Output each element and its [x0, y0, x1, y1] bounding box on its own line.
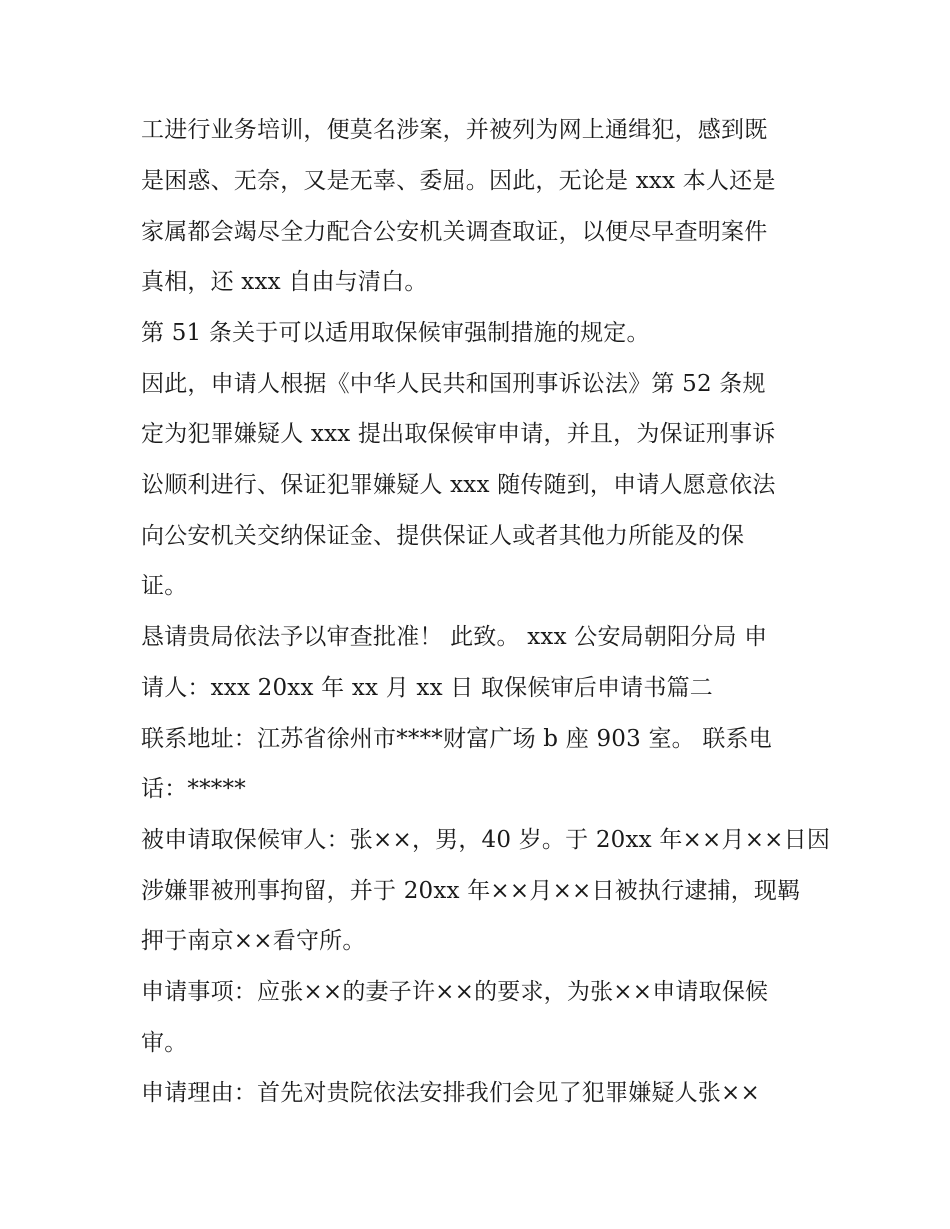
text-line: 因此，申请人根据《中华人民共和国刑事诉讼法》第 52 条规 [141, 371, 766, 397]
text-line: 定为犯罪嫌疑人 xxx 提出取保候审申请，并且，为保证刑事诉 [141, 421, 776, 447]
text-line: 家属都会竭尽全力配合公安机关调查取证，以便尽早查明案件 [141, 219, 768, 245]
text-line: 工进行业务培训，便莫名涉案，并被列为网上通缉犯，感到既 [141, 117, 768, 143]
text-line: 第 51 条关于可以适用取保候审强制措施的规定。 [141, 320, 650, 346]
text-line: 是困惑、无奈，又是无辜、委屈。因此，无论是 xxx 本人还是 [141, 168, 776, 194]
text-line: 讼顺利进行、保证犯罪嫌疑人 xxx 随传随到，申请人愿意依法 [141, 472, 776, 498]
text-line: 被申请取保候审人：张××，男，40 岁。于 20xx 年××月××日因 [141, 827, 831, 853]
text-line: 请人：xxx 20xx 年 xx 月 xx 日 取保候审后申请书篇二 [141, 675, 713, 701]
text-line: 恳请贵局依法予以审查批准！ 此致。 xxx 公安局朝阳分局 申 [141, 624, 768, 650]
text-line: 审。 [141, 1030, 188, 1056]
text-line: 申请理由：首先对贵院依法安排我们会见了犯罪嫌疑人张×× [141, 1080, 760, 1106]
text-line: 申请事项：应张××的妻子许××的要求，为张××申请取保候 [141, 979, 769, 1005]
text-line: 证。 [141, 573, 188, 599]
text-line: 真相，还 xxx 自由与清白。 [141, 269, 428, 295]
text-line: 话：***** [141, 776, 246, 802]
text-line: 押于南京××看守所。 [141, 928, 366, 954]
text-line: 联系地址：江苏省徐州市****财富广场 b 座 903 室。 联系电 [141, 726, 772, 752]
text-line: 向公安机关交纳保证金、提供保证人或者其他力所能及的保 [141, 523, 745, 549]
text-line: 涉嫌罪被刑事拘留，并于 20xx 年××月××日被执行逮捕，现羁 [141, 878, 801, 904]
